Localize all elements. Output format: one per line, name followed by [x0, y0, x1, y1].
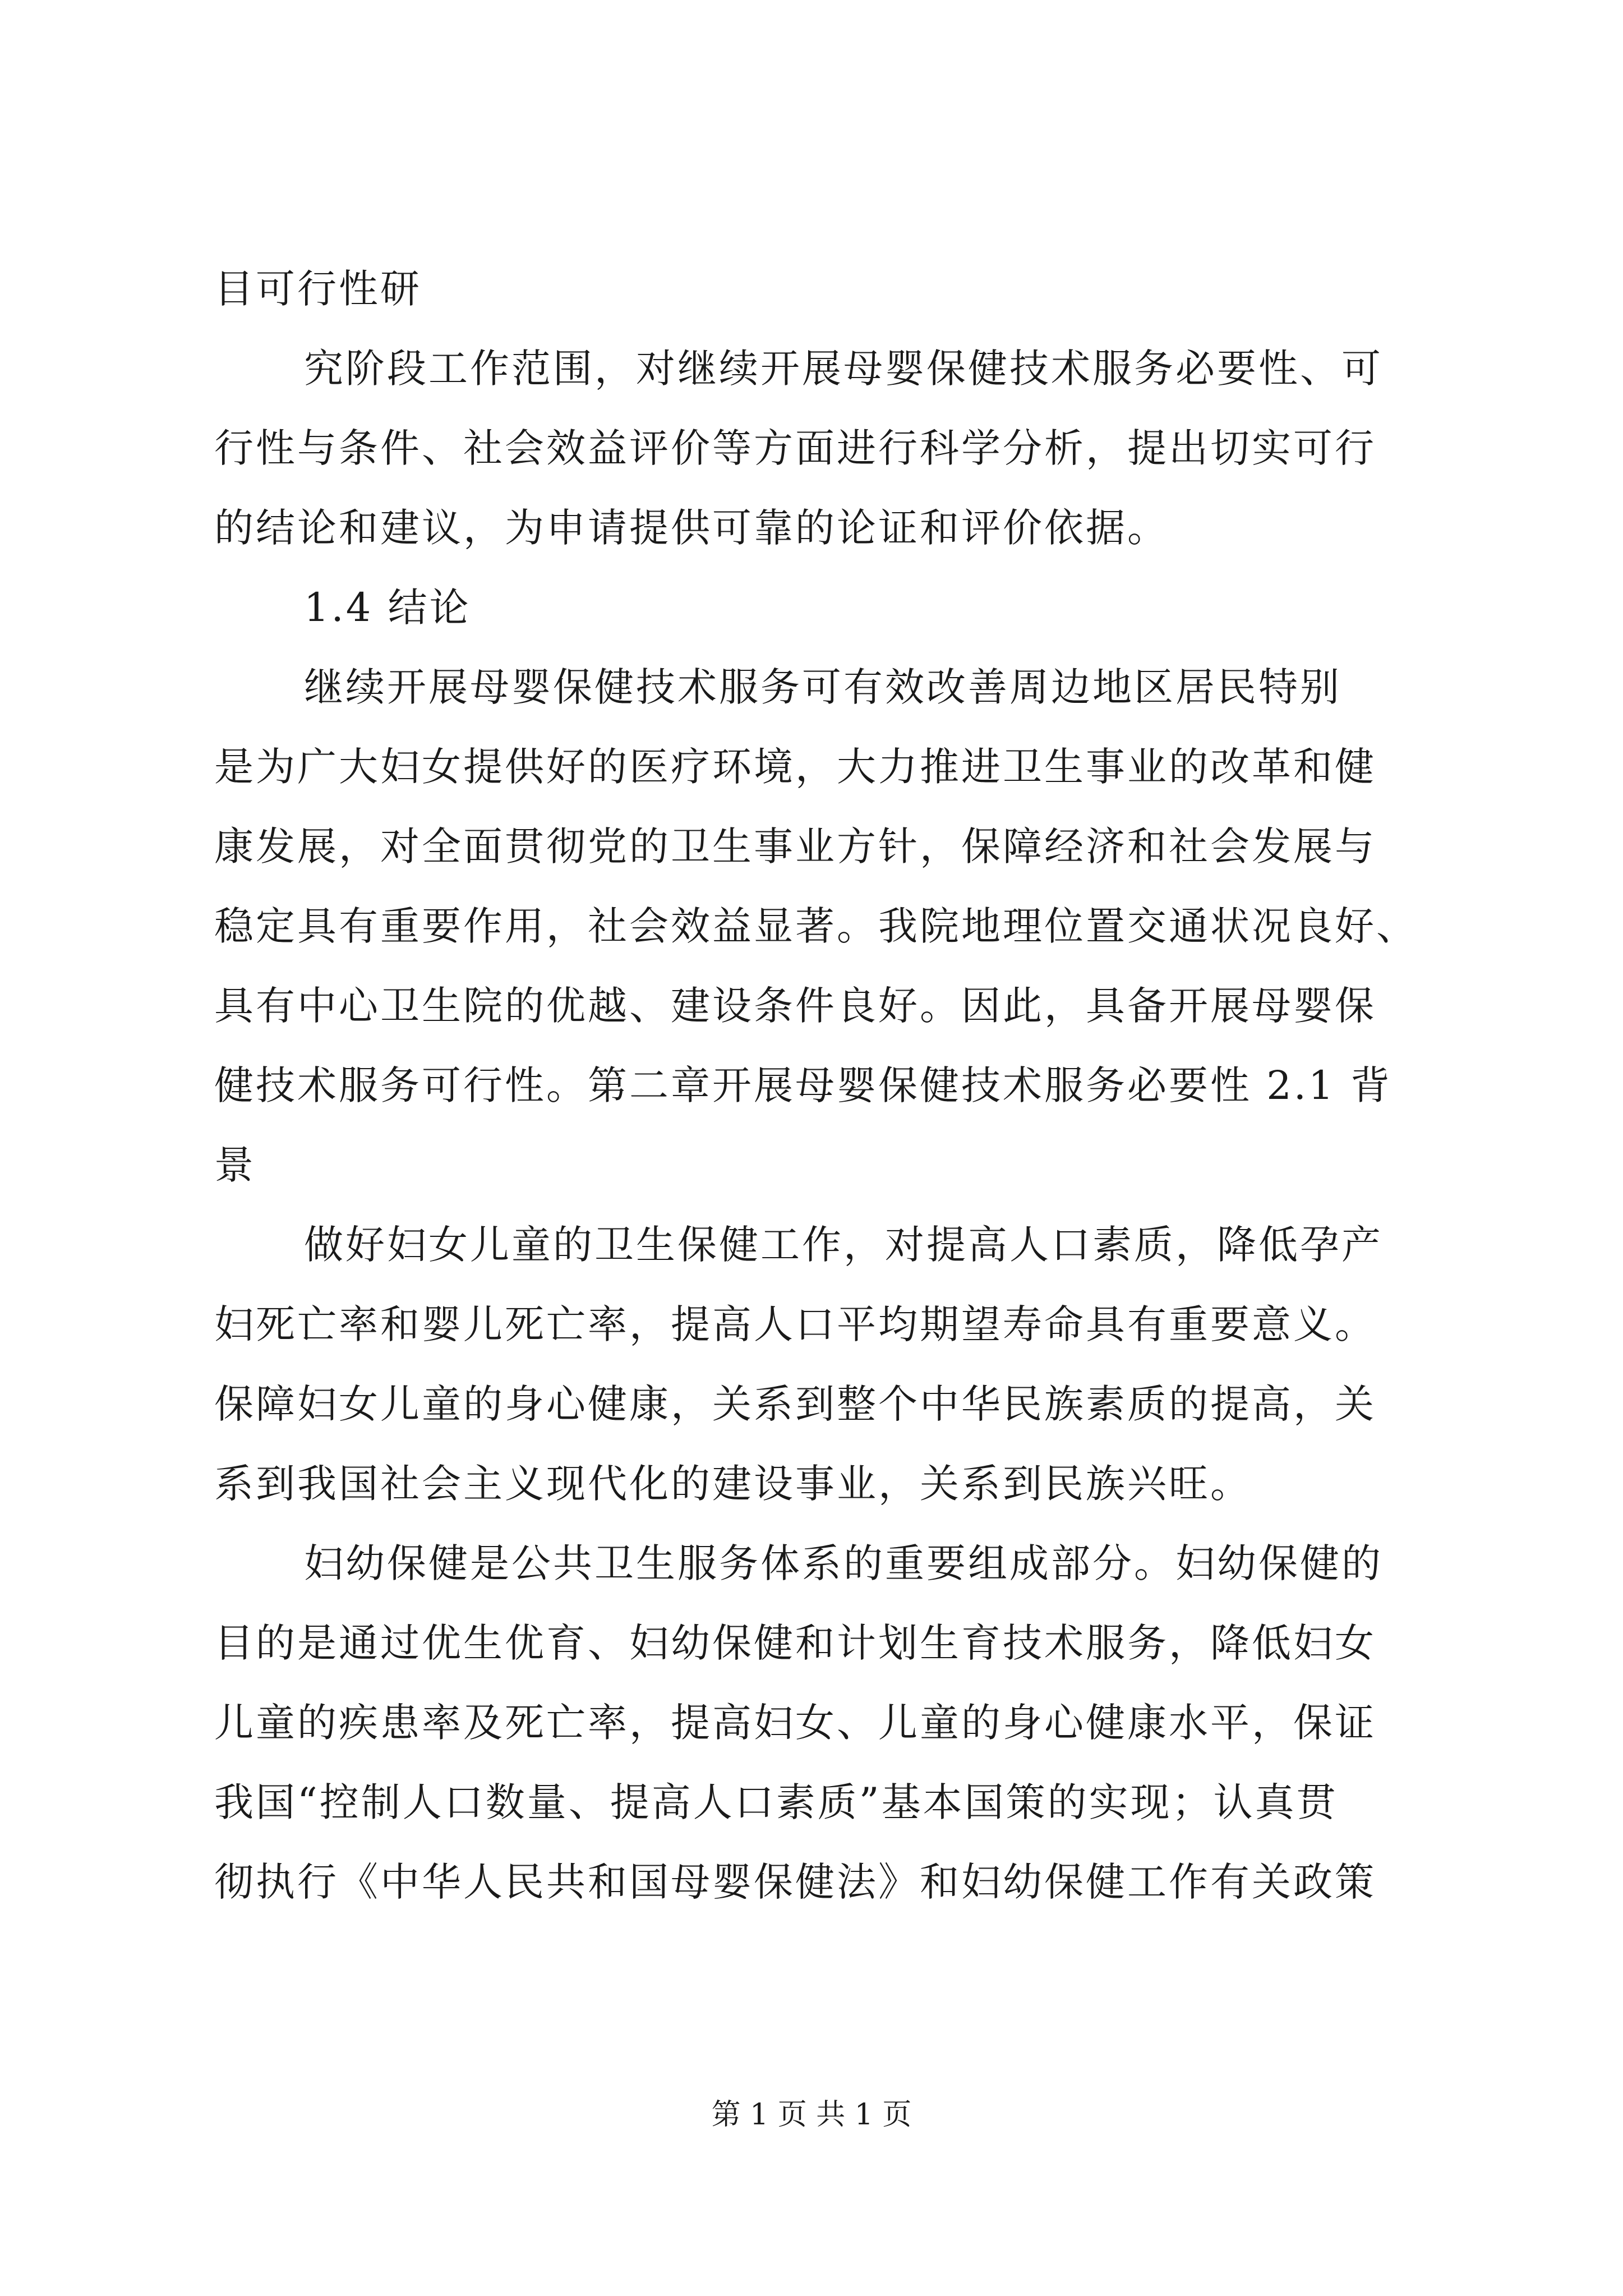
paragraph-start-line: 究阶段工作范围，对继续开展母婴保健技术服务必要性、可: [304, 346, 1383, 392]
text-line: 的结论和建议，为申请提供可靠的论证和评价依据。: [214, 505, 1169, 551]
text-line: 系到我国社会主义现代化的建设事业，关系到民族兴旺。: [214, 1461, 1252, 1507]
text-line: 健技术服务可行性。第二章开展母婴保健技术服务必要性 2.1 背: [214, 1062, 1392, 1108]
text-line: 我国“控制人口数量、提高人口素质”基本国策的实现；认真贯: [214, 1779, 1338, 1825]
text-line: 妇死亡率和婴儿死亡率，提高人口平均期望寿命具有重要意义。: [214, 1301, 1376, 1347]
paragraph-start-line: 继续开展母婴保健技术服务可有效改善周边地区居民特别: [304, 664, 1341, 710]
text-line: 儿童的疾患率及死亡率，提高妇女、儿童的身心健康水平，保证: [214, 1700, 1376, 1746]
text-line: 稳定具有重要作用，社会效益显著。我院地理位置交通状况良好、: [214, 903, 1418, 949]
paragraph-start-line: 妇幼保健是公共卫生服务体系的重要组成部分。妇幼保健的: [304, 1540, 1383, 1586]
page-number-footer: 第 1 页 共 1 页: [711, 2098, 912, 2132]
text-line: 保障妇女儿童的身心健康，关系到整个中华民族素质的提高，关: [214, 1381, 1376, 1427]
paragraph-start-line: 做好妇女儿童的卫生保健工作，对提高人口素质，降低孕产: [304, 1222, 1383, 1268]
text-line: 景: [214, 1142, 256, 1188]
text-line: 是为广大妇女提供好的医疗环境，大力推进卫生事业的改革和健: [214, 744, 1376, 790]
text-line: 彻执行《中华人民共和国母婴保健法》和妇幼保健工作有关政策: [214, 1859, 1376, 1905]
text-line: 目的是通过优生优育、妇幼保健和计划生育技术服务，降低妇女: [214, 1620, 1376, 1666]
text-line: 目可行性研: [214, 266, 422, 312]
text-line: 康发展，对全面贯彻党的卫生事业方针，保障经济和社会发展与: [214, 823, 1376, 869]
text-line: 具有中心卫生院的优越、建设条件良好。因此，具备开展母婴保: [214, 983, 1376, 1029]
text-line: 行性与条件、社会效益评价等方面进行科学分析，提出切实可行: [214, 425, 1376, 471]
section-heading: 1.4 结论: [304, 585, 471, 631]
